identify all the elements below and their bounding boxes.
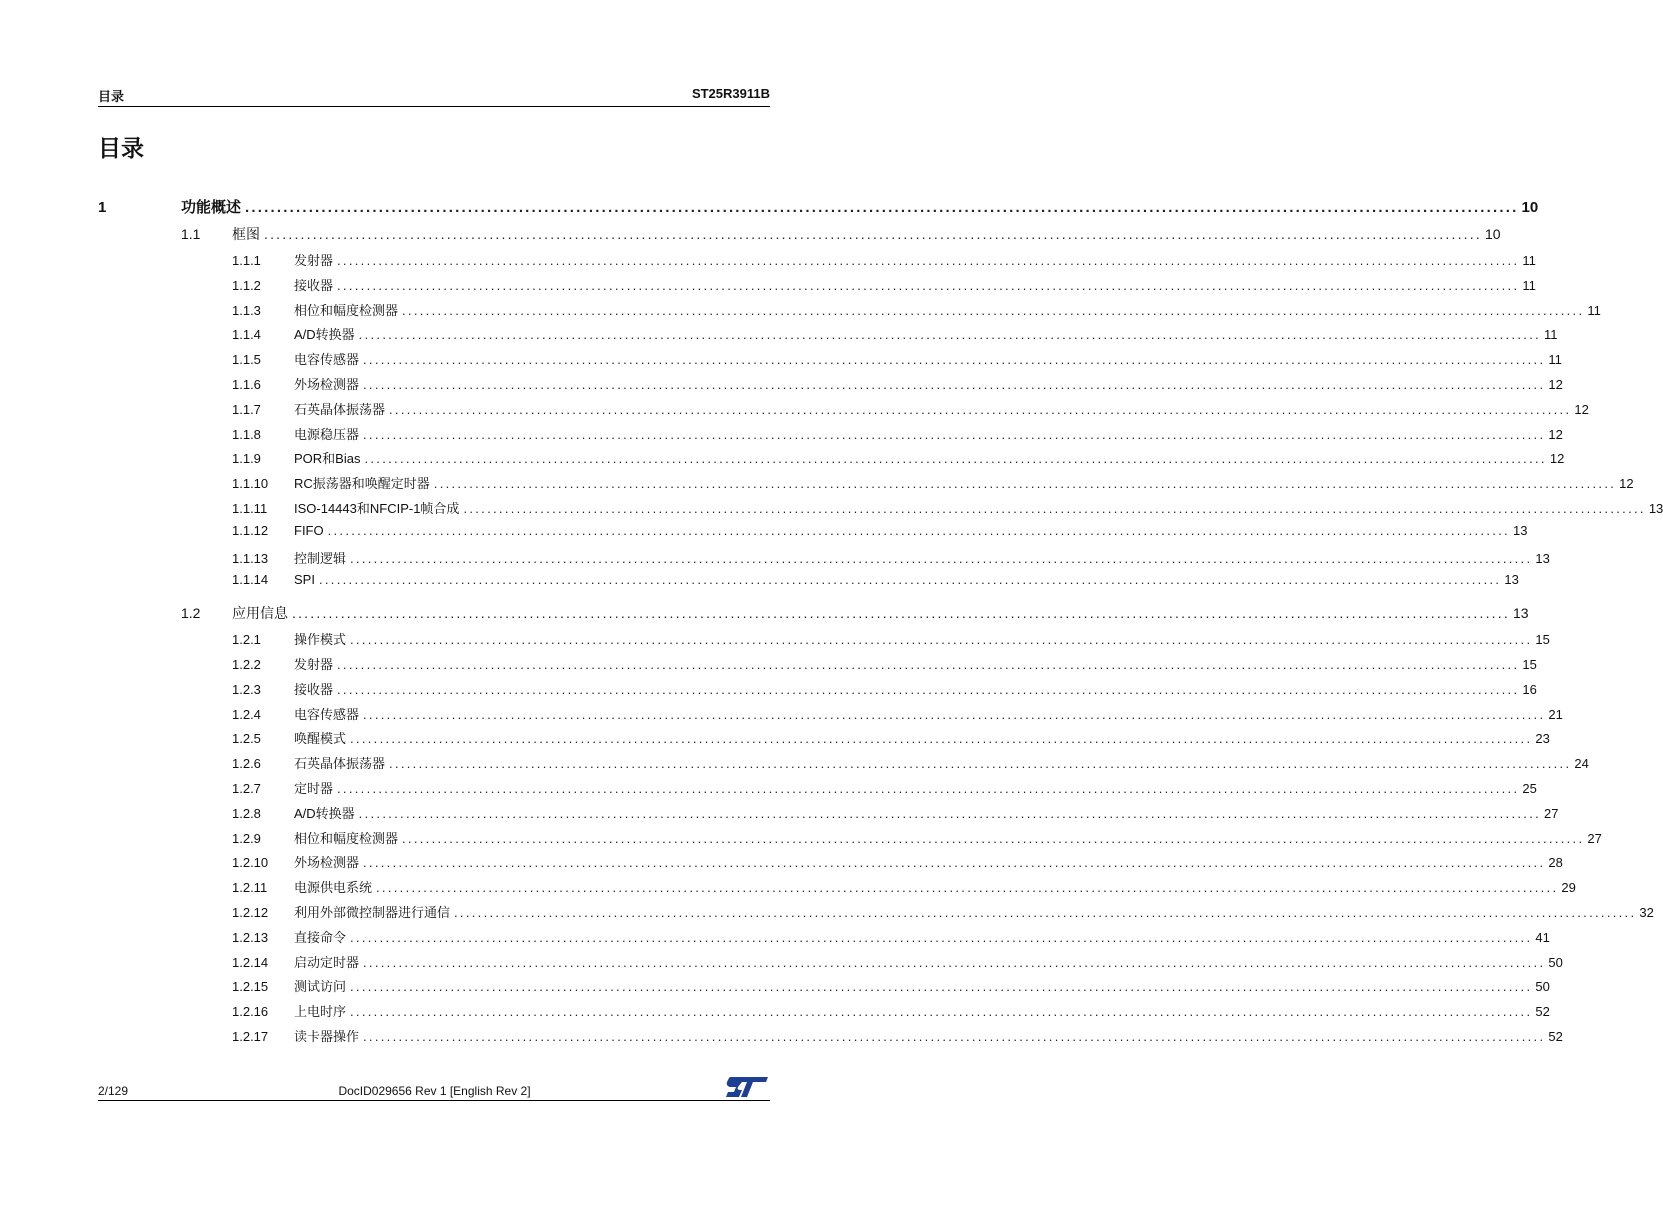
toc-entry-level-3[interactable] [98,728,1550,753]
toc-entry-number: 1.1.13 [232,550,269,566]
toc-entry-number: 1.2.17 [232,1028,269,1044]
toc-entry-title: 唤醒模式 [294,731,347,747]
toc-entry-number: 1.2.2 [232,656,261,672]
toc-entry-number: 1.1.3 [232,302,261,318]
toc-entry-level-3[interactable] [98,753,1589,778]
toc-entry-level-3[interactable] [98,952,1563,977]
toc-entry-title: 读卡器操作 [294,1028,360,1044]
toc-dot-leader: ........................................................................................................................................................................................................ [376,880,1559,896]
header-divider [98,106,770,107]
toc-entry-level-3[interactable] [98,629,1550,654]
toc-entry-level-3[interactable] [98,778,1537,803]
toc-entry-page: 10 [1484,226,1501,242]
toc-entry-number: 1.2.11 [232,880,268,896]
toc-entry-title: 接收器 [294,277,334,293]
footer-divider [98,1100,770,1101]
toc-entry-title: 利用外部微控制器进行通信 [294,904,451,920]
toc-entry-number: 1.1.6 [232,376,261,392]
toc-entry-level-3[interactable] [98,448,1565,473]
toc-entry-number: 1.2.14 [232,954,269,970]
toc-entry-title: 操作模式 [294,632,347,648]
toc-entry-page: 24 [1574,756,1589,772]
toc-dot-leader: ........................................................................................................................................................................................................ [318,572,1502,588]
toc-entry-page: 12 [1619,476,1634,492]
toc-dot-leader: ........................................................................................................................................................................................................ [327,522,1510,538]
toc-entry-level-3[interactable] [98,349,1562,374]
page-title: 目录 [98,135,144,161]
toc-entry-level-2[interactable] [98,603,1529,629]
toc-entry-number: 1.2.6 [232,756,261,772]
toc-dot-leader: ........................................................................................................................................................................................................ [337,253,1520,268]
header-product-name: ST25R3911B [691,86,770,101]
toc-entry-level-3[interactable] [98,275,1536,300]
toc-entry-title: SPI [294,572,315,588]
toc-entry-page: 25 [1522,780,1537,796]
toc-dot-leader: ........................................................................................................................................................................................................ [463,500,1646,516]
footer-doc-id: DocID029656 Rev 1 [English Rev 2] [338,1084,531,1098]
toc-entry-title: 外场检测器 [294,855,360,871]
toc-entry-number: 1.2.15 [232,979,269,995]
toc-entry-page: 12 [1574,401,1589,417]
toc-entry-page: 13 [1535,550,1550,566]
toc-entry-number: 1.1.4 [232,327,261,343]
toc-entry-title: 应用信息 [232,605,288,622]
toc-entry-level-3[interactable] [98,498,1663,523]
toc-entry-number: 1.2.10 [232,855,269,871]
toc-entry-page: 28 [1548,855,1563,871]
toc-dot-leader: ........................................................................................................................................................................................................ [350,979,1533,995]
toc-entry-page: 13 [1512,522,1528,538]
toc-dot-leader: ........................................................................................................................................................................................................ [363,1028,1546,1044]
toc-entry-number: 1.2.8 [232,805,261,821]
toc-entry-level-3[interactable] [98,877,1576,902]
toc-entry-title: A/D转换器 [294,327,355,343]
toc-entry-page: 12 [1549,451,1565,467]
toc-entry-level-3[interactable] [98,548,1550,573]
toc-entry-page: 15 [1522,656,1537,672]
toc-entry-number: 1.2.3 [232,681,261,697]
toc-dot-leader: ........................................................................................................................................................................................................ [363,426,1546,442]
toc-dot-leader: ........................................................................................................................................................................................................ [337,681,1520,697]
toc-entry-level-3[interactable] [98,522,1528,548]
toc-entry-page: 21 [1548,706,1563,722]
toc-entry-page: 23 [1535,731,1550,747]
toc-entry-title: 相位和幅度检测器 [294,302,399,318]
toc-entry-page: 11 [1587,302,1601,318]
st-logo-icon [722,1075,770,1099]
toc-dot-leader: ........................................................................................................................................................................................................ [389,756,1572,772]
toc-entry-number: 1.2.16 [232,1004,269,1020]
toc-dot-leader: ........................................................................................................................................................................................................ [350,929,1533,945]
toc-entry-title: 石英晶体振荡器 [294,401,386,417]
toc-entry-page: 52 [1548,1028,1563,1044]
toc-entry-level-3[interactable] [98,399,1589,424]
toc-entry-title: 控制逻辑 [294,550,347,566]
toc-entry-number: 1.1.1 [232,253,261,268]
toc-entry-level-3[interactable] [98,927,1550,952]
toc-entry-title: 外场检测器 [294,376,360,392]
page-header [98,86,770,106]
toc-entry-page: 13 [1648,500,1663,516]
toc-entry-page: 16 [1522,681,1537,697]
toc-dot-leader: ........................................................................................................................................................................................................ [363,706,1546,722]
toc-entry-title: ISO-14443和NFCIP-1帧合成 [294,500,460,516]
toc-dot-leader: ........................................................................................................................................................................................................ [402,830,1585,846]
toc-entry-number: 1.1 [181,226,201,242]
toc-entry-level-3[interactable] [98,803,1559,828]
toc-dot-leader: ........................................................................................................................................................................................................ [433,476,1617,492]
toc-entry-page: 11 [1522,277,1536,293]
toc-entry-title: A/D转换器 [294,805,355,821]
toc-entry-number: 1.2.9 [232,830,261,846]
toc-entry-page: 41 [1535,929,1550,945]
toc-dot-leader: ........................................................................................................................................................................................................ [245,199,1519,216]
toc-entry-title: 接收器 [294,681,334,697]
toc-entry-level-3[interactable] [98,572,1519,597]
toc-entry-level-3[interactable] [98,1026,1563,1051]
toc-entry-level-3[interactable] [98,679,1537,704]
toc-entry-number: 1.1.2 [232,277,261,293]
header-section-title: 目录 [98,89,125,104]
toc-entry-page: 11 [1544,327,1558,343]
toc-entry-level-3[interactable] [98,704,1563,729]
toc-dot-leader: ........................................................................................................................................................................................................ [337,277,1520,293]
toc-entry-title: 相位和幅度检测器 [294,830,399,846]
toc-entry-number: 1.2.12 [232,904,269,920]
footer-page-number: 2/129 [98,1084,129,1098]
toc-dot-leader: ........................................................................................................................................................................................................ [363,954,1546,970]
toc-entry-page: 15 [1535,632,1550,648]
toc-entry-page: 13 [1504,572,1519,588]
toc-entry-number: 1.2.4 [232,706,261,722]
toc-entry-number: 1.1.8 [232,426,261,442]
toc-entry-number: 1.2.7 [232,780,261,796]
toc-entry-level-3[interactable] [98,852,1563,877]
toc-entry-title: 功能概述 [181,199,242,216]
toc-entry-level-3[interactable] [98,654,1537,679]
table-of-contents [98,196,1663,1051]
toc-entry-level-3[interactable] [98,250,1536,275]
toc-entry-page: 13 [1512,605,1529,622]
toc-entry-title: 发射器 [294,253,334,268]
toc-dot-leader: ........................................................................................................................................................................................................ [337,656,1520,672]
toc-entry-level-3[interactable] [98,828,1602,853]
toc-dot-leader: ........................................................................................................................................................................................................ [350,731,1533,747]
toc-entry-level-3[interactable] [98,902,1654,927]
toc-entry-page: 10 [1521,199,1539,216]
toc-entry-title: 电源供电系统 [294,880,373,896]
toc-entry-title: 石英晶体振荡器 [294,756,386,772]
toc-entry-level-3[interactable] [98,424,1563,449]
toc-dot-leader: ........................................................................................................................................................................................................ [264,226,1482,242]
toc-dot-leader: ........................................................................................................................................................................................................ [364,451,1547,467]
toc-entry-page: 27 [1587,830,1602,846]
toc-entry-page: 52 [1535,1004,1550,1020]
toc-entry-number: 1.1.11 [232,500,268,516]
toc-entry-title: 上电时序 [294,1004,347,1020]
toc-entry-title: FIFO [294,522,324,538]
toc-dot-leader: ........................................................................................................................................................................................................ [363,376,1546,392]
toc-entry-page: 29 [1561,880,1576,896]
toc-entry-number: 1.1.14 [232,572,269,588]
toc-entry-page: 12 [1548,376,1563,392]
toc-dot-leader: ........................................................................................................................................................................................................ [350,550,1533,566]
toc-entry-level-3[interactable] [98,324,1558,349]
toc-entry-number: 1.1.10 [232,476,269,492]
toc-dot-leader: ........................................................................................................................................................................................................ [363,352,1546,368]
toc-entry-number: 1.1.5 [232,352,261,368]
toc-entry-level-1[interactable] [98,196,1539,222]
toc-entry-title: 电容传感器 [294,352,360,368]
toc-entry-level-2[interactable] [98,224,1501,250]
toc-dot-leader: ........................................................................................................................................................................................................ [454,904,1637,920]
toc-entry-title: 发射器 [294,656,334,672]
toc-dot-leader: ........................................................................................................................................................................................................ [389,401,1572,417]
toc-entry-number: 1 [98,199,107,216]
toc-entry-page: 32 [1639,904,1654,920]
toc-entry-page: 50 [1535,979,1550,995]
toc-entry-title: 测试访问 [294,979,347,995]
toc-entry-level-3[interactable] [98,473,1634,498]
toc-dot-leader: ........................................................................................................................................................................................................ [350,632,1533,648]
toc-dot-leader: ........................................................................................................................................................................................................ [363,855,1546,871]
toc-entry-title: 电容传感器 [294,706,360,722]
toc-entry-level-3[interactable] [98,374,1563,399]
toc-entry-number: 1.2.5 [232,731,261,747]
toc-entry-title: 直接命令 [294,929,347,945]
toc-entry-title: 框图 [232,226,260,242]
toc-dot-leader: ........................................................................................................................................................................................................ [350,1004,1533,1020]
toc-entry-level-3[interactable] [98,1001,1550,1026]
toc-entry-number: 1.1.7 [232,401,261,417]
toc-entry-title: 定时器 [294,780,334,796]
toc-dot-leader: ........................................................................................................................................................................................................ [358,805,1542,821]
toc-entry-page: 11 [1548,352,1562,368]
toc-dot-leader: ........................................................................................................................................................................................................ [337,780,1520,796]
toc-dot-leader: ........................................................................................................................................................................................................ [402,302,1585,318]
toc-dot-leader: ........................................................................................................................................................................................................ [358,327,1542,343]
toc-entry-title: 电源稳压器 [294,426,360,442]
toc-entry-title: RC振荡器和唤醒定时器 [294,476,430,492]
toc-entry-page: 11 [1522,253,1536,268]
toc-entry-title: 启动定时器 [294,954,360,970]
toc-entry-number: 1.2.1 [232,632,261,648]
toc-entry-page: 12 [1548,426,1563,442]
toc-entry-title: POR和Bias [294,451,361,467]
toc-entry-number: 1.1.9 [232,451,261,467]
toc-entry-number: 1.2.13 [232,929,269,945]
toc-entry-number: 1.1.12 [232,522,269,538]
toc-entry-number: 1.2 [181,605,201,622]
toc-dot-leader: ........................................................................................................................................................................................................ [292,605,1510,622]
toc-entry-level-3[interactable] [98,300,1601,325]
toc-entry-level-3[interactable] [98,976,1550,1001]
toc-entry-page: 27 [1544,805,1559,821]
toc-entry-page: 50 [1548,954,1563,970]
